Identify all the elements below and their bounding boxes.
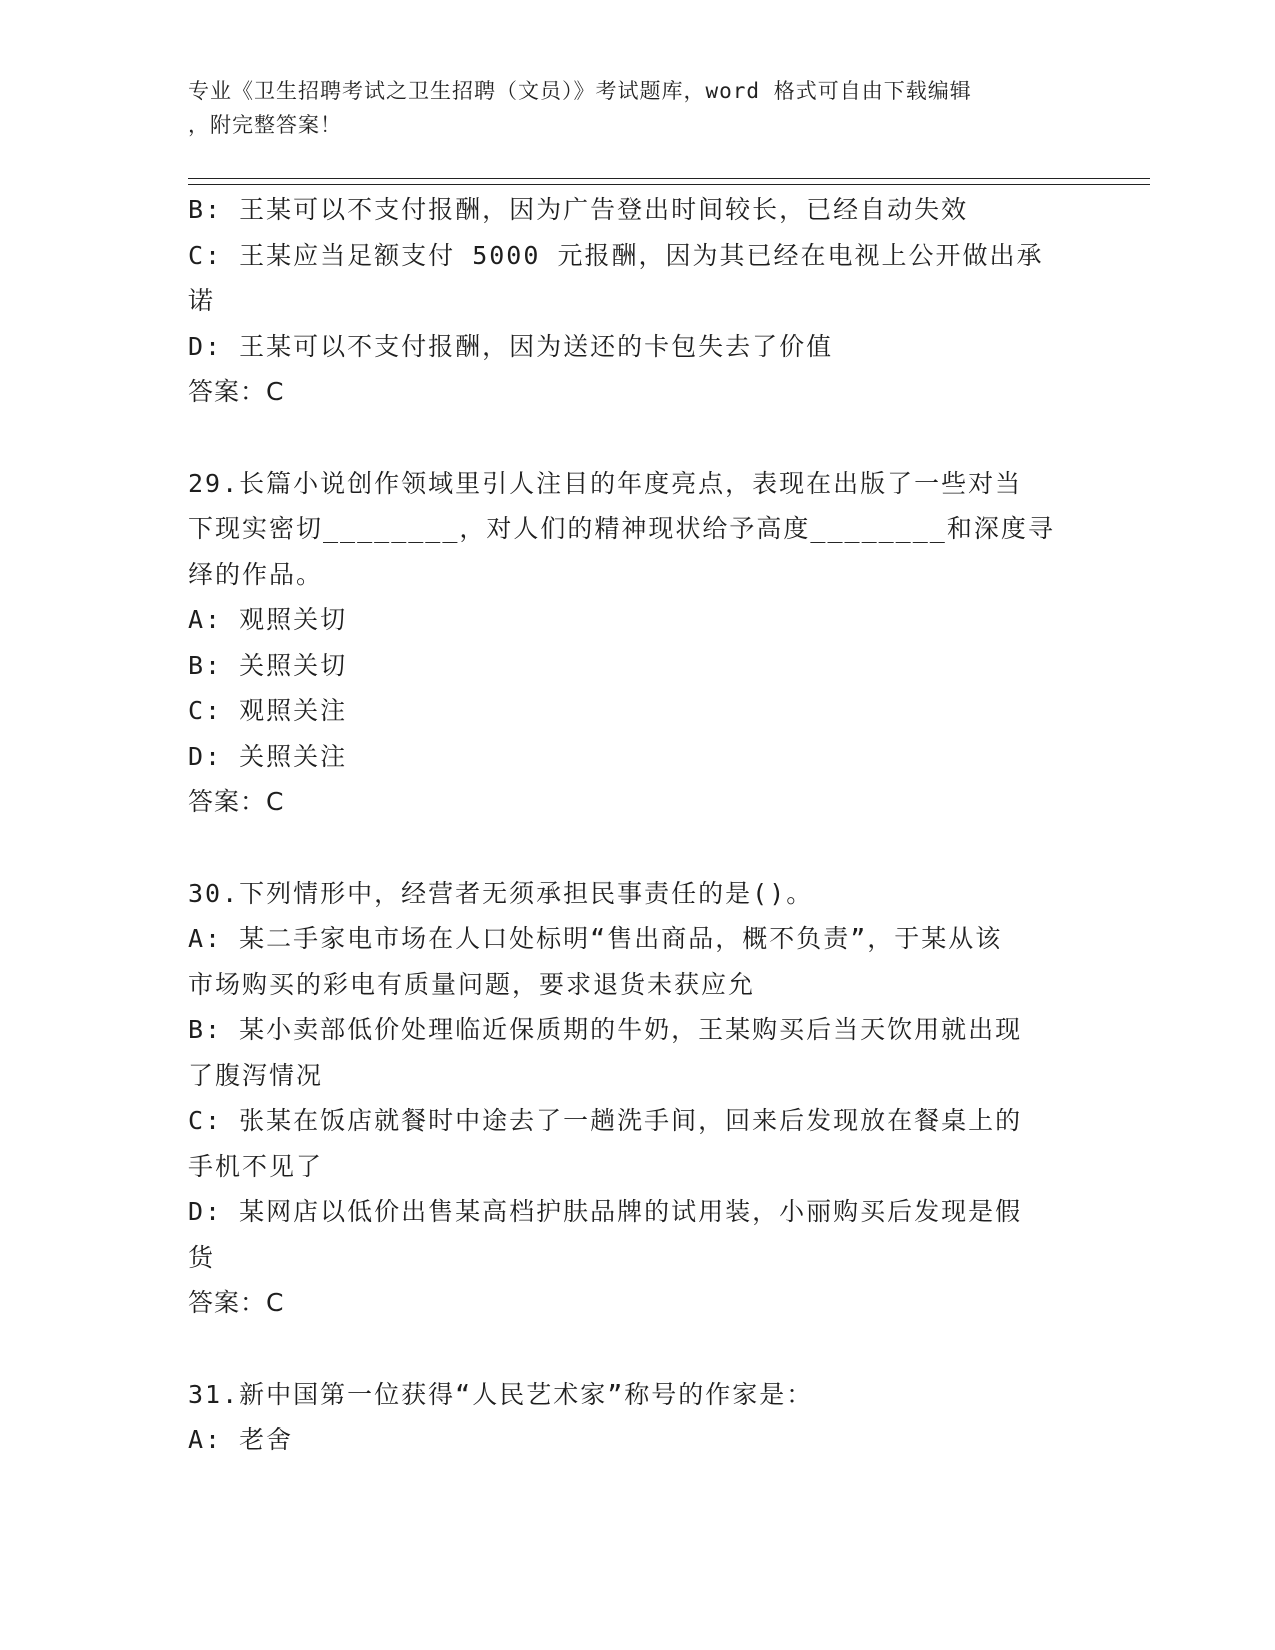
q30-stem: 30.下列情形中，经营者无须承担民事责任的是()。	[188, 878, 814, 908]
question-31-block	[188, 1372, 1078, 1463]
q29-option-d: D: 关照关注	[188, 741, 348, 771]
question-content	[188, 187, 1078, 1463]
header-divider	[188, 178, 1150, 185]
question-28-block	[188, 187, 1078, 415]
header-title-line-2: ，附完整答案！	[188, 113, 342, 137]
q30-option-a-line-1: A: 某二手家电市场在人口处标明“售出商品，概不负责”，于某从该	[188, 924, 1003, 953]
q31-option-a: A: 老舍	[188, 1425, 294, 1454]
q28-option-c-line-1: C: 王某应当足额支付 5000 元报酬，因为其已经在电视上公开做出承	[188, 240, 1044, 270]
q29-stem-line-3: 绎的作品。	[188, 559, 324, 589]
spacer	[188, 825, 1078, 871]
q29-stem-line-1: 29.长篇小说创作领域里引人注目的年度亮点，表现在出版了一些对当	[188, 468, 1023, 498]
question-30-block	[188, 871, 1078, 1326]
q30-option-d-line-2: 货	[188, 1242, 216, 1272]
q30-answer: 答案：C	[188, 1288, 285, 1317]
q29-stem-line-2: 下现实密切________，对人们的精神现状给予高度________和深度寻	[188, 514, 1055, 543]
spacer	[188, 1326, 1078, 1372]
q30-option-a-line-2: 市场购买的彩电有质量问题，要求退货未获应允	[188, 969, 756, 999]
q30-option-c-line-2: 手机不见了	[188, 1151, 324, 1181]
q30-option-b-line-2: 了腹泻情况	[188, 1060, 324, 1090]
q31-stem: 31.新中国第一位获得“人民艺术家”称号的作家是：	[188, 1379, 814, 1409]
q28-option-b: B: 王某可以不支付报酬，因为广告登出时间较长，已经自动失效	[188, 195, 969, 224]
question-29-block	[188, 461, 1078, 825]
q29-option-b: B: 关照关切	[188, 650, 348, 680]
q29-option-a: A: 观照关切	[188, 605, 348, 634]
q30-option-d-line-1: D: 某网店以低价出售某高档护肤品牌的试用装，小丽购买后发现是假	[188, 1197, 1023, 1226]
q29-answer: 答案：C	[188, 787, 285, 816]
header-title-line-1: 专业《卫生招聘考试之卫生招聘（文员）》考试题库，word 格式可自由下载编辑	[188, 79, 972, 103]
q28-option-c-line-2: 诺	[188, 286, 216, 315]
page-header	[188, 74, 1068, 142]
q28-answer: 答案：C	[188, 377, 285, 406]
q30-option-b-line-1: B: 某小卖部低价处理临近保质期的牛奶，王某购买后当天饮用就出现	[188, 1015, 1023, 1044]
spacer	[188, 415, 1078, 461]
q28-option-d: D: 王某可以不支付报酬，因为送还的卡包失去了价值	[188, 331, 834, 361]
q30-option-c-line-1: C: 张某在饭店就餐时中途去了一趟洗手间，回来后发现放在餐桌上的	[188, 1106, 1023, 1135]
q29-option-c: C: 观照关注	[188, 696, 348, 725]
